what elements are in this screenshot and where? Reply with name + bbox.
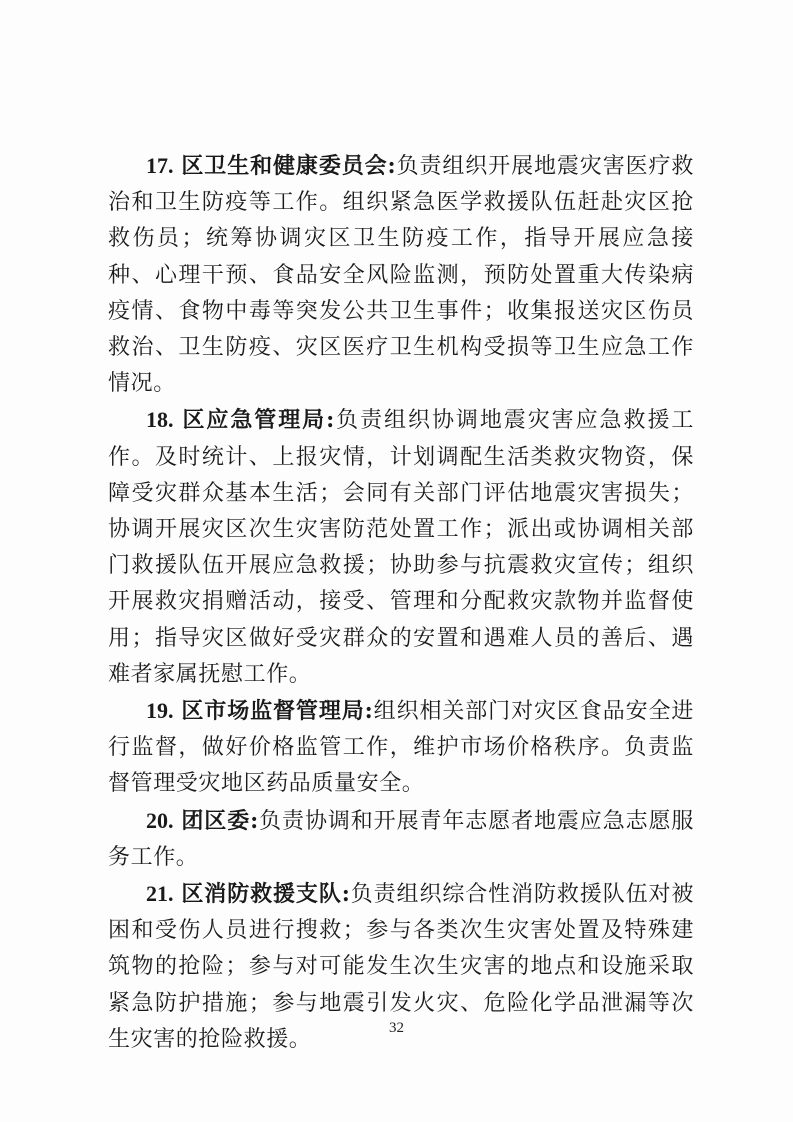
page-number: 32 <box>389 1020 404 1036</box>
item-body: 负责组织开展地震灾害医疗救治和卫生防疫等工作。组织紧急医学救援队伍赶赴灾区抢救伤员；统筹协调灾区卫生防疫工作，指导开展应急接种、心理干预、食品安全风险监测，预防处置重大传染病疫情、食物中毒等突发公共卫生事件；收集报送灾区伤员救治、卫生防疫、灾区医疗卫生机构受损等卫生应急工作情况。 <box>108 154 695 397</box>
paragraph-item-18 <box>108 402 694 693</box>
document-body <box>108 148 694 1058</box>
paragraph-item-17 <box>108 148 694 402</box>
item-heading: 区应急管理局: <box>182 407 335 434</box>
item-heading: 区消防救援支队: <box>181 881 351 908</box>
item-body: 组织相关部门对灾区食品安全进行监督，做好价格监管工作，维护市场价格秩序。负责监督管理受灾地区药品质量安全。 <box>108 699 695 797</box>
item-number: 20. <box>146 807 174 833</box>
item-body: 负责协调和开展青年志愿者地震应急志愿服务工作。 <box>108 808 695 870</box>
item-number: 21. <box>146 881 174 907</box>
item-number: 17. <box>146 153 174 178</box>
item-heading: 团区委: <box>181 807 259 834</box>
item-body: 负责组织协调地震灾害应急救援工作。及时统计、上报灾情，计划调配生活类救灾物资，保障受灾群众基本生活；会同有关部门评估地震灾害损失；协调开展灾区次生灾害防范处置工作；派出或协调相关部门救援队伍开展应急救援；协助参与抗震救灾宣传；组织开展救灾捐赠活动，接受、管理和分配救灾款物并监督使用；指导灾区做好受灾群众的安置和遇难人员的善后、遇难者家属抚慰工作。 <box>108 408 694 687</box>
item-heading: 区市场监督管理局: <box>181 698 374 725</box>
paragraph-item-20 <box>108 803 694 876</box>
item-number: 19. <box>146 698 174 724</box>
paragraph-item-19 <box>108 693 694 803</box>
item-number: 18. <box>146 407 174 433</box>
item-heading: 区卫生和健康委员会: <box>181 153 397 179</box>
item-body: 负责组织综合性消防救援队伍对被困和受伤人员进行搜救；参与各类次生灾害处置及特殊建筑物的抢险；参与对可能发生次生灾害的地点和设施采取紧急防护措施；参与地震引发火灾、危险化学品泄漏等次生灾害的抢险救援。 <box>108 882 694 1052</box>
